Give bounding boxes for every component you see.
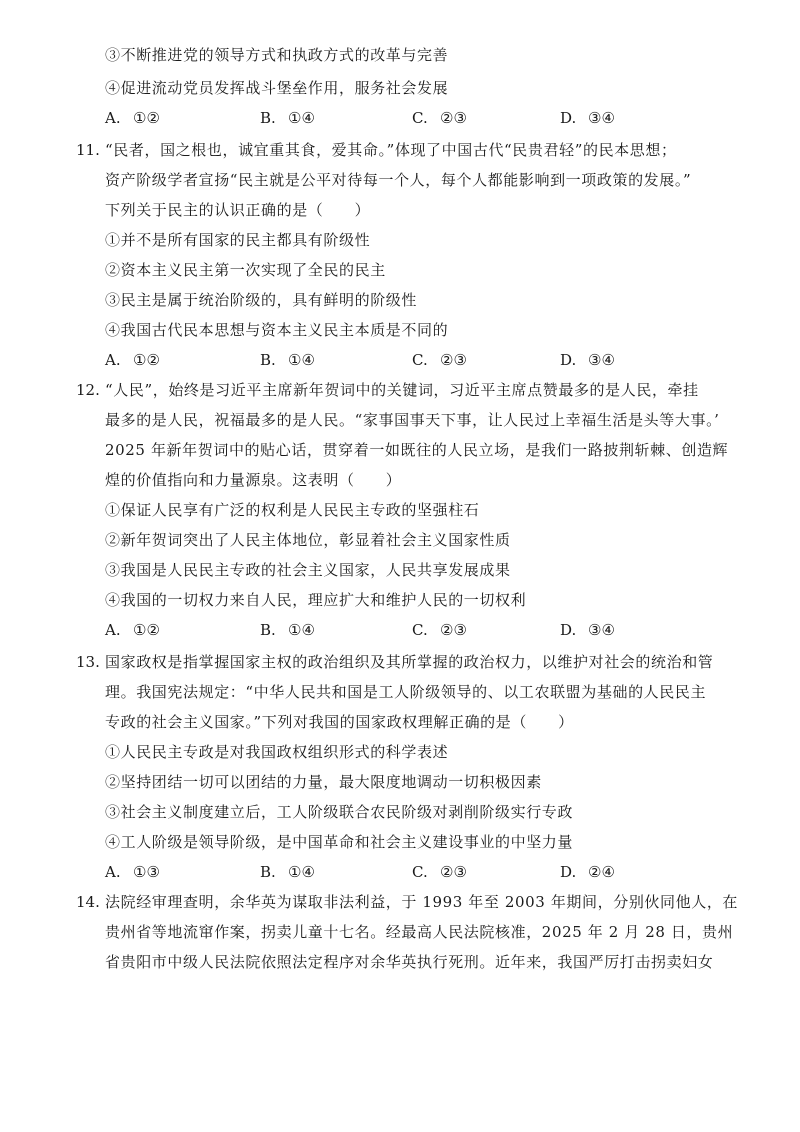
question-stem: 下列关于民主的认识正确的是（ ） [105,201,371,219]
question-stem: “人民”，始终是习近平主席新年贺词中的关键词，习近平主席点赞最多的是人民，牵挂 [105,381,699,399]
statement: ④我国的一切权力来自人民，理应扩大和维护人民的一切权利 [105,591,527,609]
statement: ①并不是所有国家的民主都具有阶级性 [105,231,371,249]
statement: ④促进流动党员发挥战斗堡垒作用，服务社会发展 [105,79,449,97]
statement: ④工人阶级是领导阶级，是中国革命和社会主义建设事业的中坚力量 [105,833,574,851]
statement: ②新年贺词突出了人民主体地位，彰显着社会主义国家性质 [105,531,511,549]
statement: ①人民民主专政是对我国政权组织形式的科学表述 [105,743,449,761]
question-stem: 资产阶级学者宣扬“民主就是公平对待每一个人，每个人都能影响到一项政策的发展。” [105,171,692,189]
option-b: B. ①④ [260,109,315,127]
question-stem: 最多的是人民，祝福最多的是人民。“家事国事天下事，让人民过上幸福生活是头等大事。’ [105,411,720,429]
option-d: D. ③④ [560,351,615,369]
question-number: 12. [76,381,100,399]
option-a: A. ①③ [105,863,160,881]
option-d: D. ②④ [560,863,615,881]
question-stem: 国家政权是指掌握国家主权的政治组织及其所掌握的政治权力，以维护对社会的统治和管 [105,653,714,671]
question-stem: “民者，国之根也，诚宜重其食，爱其命。”体现了中国古代“民贵君轻”的民本思想； [105,141,677,159]
option-c: C. ②③ [412,863,467,881]
option-c: C. ②③ [412,621,467,639]
question-stem: 法院经审理查明，余华英为谋取非法利益，于 1993 年至 2003 年期间，分别伙同他人，在 [105,893,739,911]
statement: ③我国是人民民主专政的社会主义国家，人民共享发展成果 [105,561,511,579]
option-b: B. ①④ [260,351,315,369]
question-stem: 专政的社会主义国家。”下列对我国的国家政权理解正确的是（ ） [105,713,574,731]
question-stem: 2025 年新年贺词中的贴心话，贯穿着一如既往的人民立场，是我们一路披荆斩棘、创造辉 [105,441,729,459]
statement: ③民主是属于统治阶级的，具有鲜明的阶级性 [105,291,418,309]
option-d: D. ③④ [560,621,615,639]
question-number: 14. [76,893,100,911]
statement: ③不断推进党的领导方式和执政方式的改革与完善 [105,46,449,64]
question-stem: 贵州省等地流窜作案，拐卖儿童十七名。经最高人民法院核准，2025 年 2 月 28 日，贵州 [105,923,734,941]
option-d: D. ③④ [560,109,615,127]
question-number: 13. [76,653,100,671]
option-b: B. ①④ [260,621,315,639]
question-stem: 煌的价值指向和力量源泉。这表明（ ） [105,471,402,489]
option-c: C. ②③ [412,351,467,369]
option-b: B. ①④ [260,863,315,881]
statement: ②资本主义民主第一次实现了全民的民主 [105,261,386,279]
options-row [105,108,705,128]
option-c: C. ②③ [412,109,467,127]
option-a: A. ①② [105,621,160,639]
option-a: A. ①② [105,109,160,127]
statement: ②坚持团结一切可以团结的力量，最大限度地调动一切积极因素 [105,773,542,791]
statement: ③社会主义制度建立后，工人阶级联合农民阶级对剥削阶级实行专政 [105,803,574,821]
option-a: A. ①② [105,351,160,369]
question-number: 11. [76,141,100,159]
options-row [105,350,705,370]
options-row [105,620,705,640]
question-stem: 理。我国宪法规定：“中华人民共和国是工人阶级领导的、以工农联盟为基础的人民民主 [105,683,707,701]
statement: ①保证人民享有广泛的权利是人民民主专政的坚强柱石 [105,501,480,519]
question-stem: 省贵阳市中级人民法院依照法定程序对余华英执行死刑。近年来，我国严厉打击拐卖妇女 [105,953,714,971]
statement: ④我国古代民本思想与资本主义民主本质是不同的 [105,321,449,339]
options-row [105,862,705,882]
